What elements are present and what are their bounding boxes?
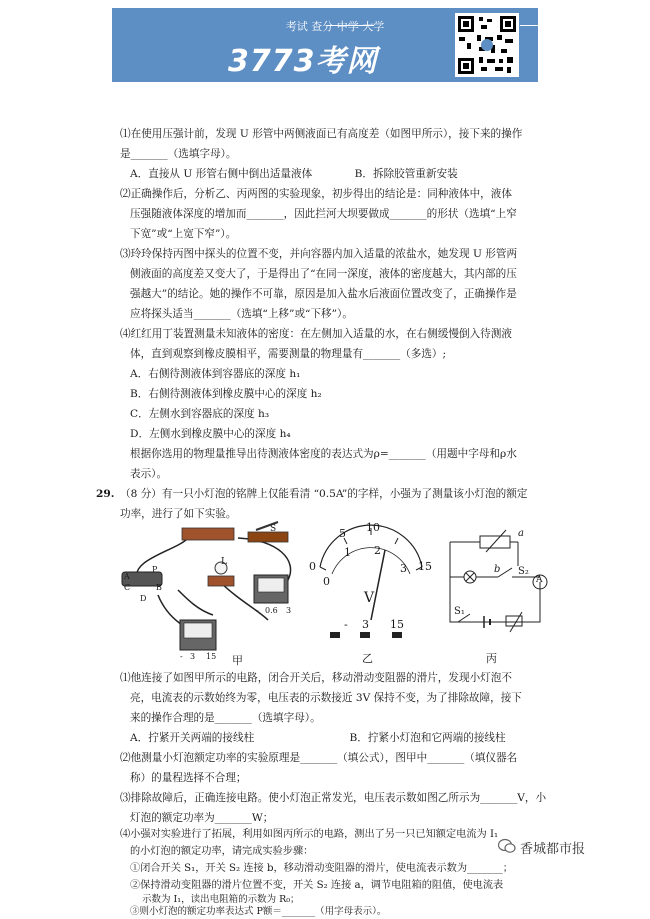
- q29-line: 来的操作合理的是_______（选填字母）。: [130, 712, 321, 724]
- q29-step-3: ③则小灯泡的额定功率表达式 P额＝_______（用字母表示）。: [130, 906, 387, 917]
- q29-line: ⑷小强对实验进行了拓展，利用如图丙所示的电路，测出了另一只已知额定电流为 I₁: [120, 829, 499, 840]
- meter-scale-label: 2: [374, 544, 381, 557]
- banner-slogan: 考试 查分 中学 大学: [285, 20, 385, 33]
- meter-scale-label: 5: [339, 527, 346, 540]
- q28-option-b: B．右侧待测液体到橡皮膜中心的深度 h₂: [130, 388, 322, 400]
- apparatus-label: L: [221, 557, 227, 567]
- voltmeter-terminal: -: [180, 652, 183, 661]
- meter-unit: V: [364, 590, 375, 606]
- q29-line: 亮，电流表的示数始终为零，电压表的示数接近 3V 保持不变，为了排除故障，接下: [130, 692, 522, 704]
- q28-line: ⑶玲玲保持丙图中探头的位置不变，并向容器内加入适量的浓盐水，她发现 U 形管两: [120, 248, 518, 260]
- figure-jia-apparatus: [118, 520, 308, 662]
- circuit-label: b: [494, 564, 501, 575]
- q28-line: ⑴在使用压强计前，发现 U 形管中两侧液面已有高度差（如图甲所示），接下来的操作: [120, 128, 523, 140]
- q28-line: ⑵正确操作后，分析乙、丙两图的实验现象，初步得出的结论是：同种液体中，液体: [120, 188, 512, 200]
- q29-step-1: ①闭合开关 S₁，开关 S₂ 连接 b，移动滑动变阻器的滑片，使电流表示数为_______；: [130, 863, 513, 874]
- voltmeter-terminal: 3: [362, 618, 369, 631]
- apparatus-label: P: [152, 565, 158, 574]
- q28-line: ⑷红红用丁装置测量未知液体的密度：在左侧加入适量的水，在右侧缓慢倒入待测液: [120, 328, 512, 340]
- banner-divider: [520, 25, 556, 26]
- q28-option-a: A．右侧待测液体到容器底的深度 h₁: [130, 368, 301, 380]
- q28-option-d: D．左侧水到橡皮膜中心的深度 h₄: [130, 428, 291, 440]
- banner-logo: 3773考网: [228, 44, 378, 79]
- q29-intro: （8 分）有一只小灯泡的铭牌上仅能看清 “0.5A”的字样，小强为了测量该小灯泡的额定: [120, 488, 528, 500]
- figure-caption-yi: 乙: [362, 652, 373, 665]
- qr-code-icon: [455, 13, 519, 77]
- q28-line: 侧液面的高度差又变大了，于是得出了“在同一深度，液体的密度越大，其内部的压: [130, 268, 517, 280]
- meter-scale-label: 10: [366, 521, 380, 534]
- q28-line: 强越大”的结论。她的操作不可靠，原因是加入盐水后液面位置改变了，正确操作是: [130, 288, 517, 300]
- q29-line: ⑶排除故障后，正确连接电路。使小灯泡正常发光，电压表示数如图乙所示为_______V，小: [120, 792, 547, 804]
- page-footer: [430, 868, 431, 869]
- q28-line: 根据你选用的物理量推导出待测液体密度的表达式为ρ=_______（用题中字母和ρ水: [130, 448, 517, 460]
- meter-scale-label: 3: [400, 562, 407, 575]
- q29-line: ⑴他连接了如图甲所示的电路，闭合开关后，移动滑动变阻器的滑片，发现小灯泡不: [120, 672, 512, 684]
- wechat-icon: [498, 838, 516, 854]
- q28-line: 压强随液体深度的增加而_______，因此拦河大坝要做成_______的形状（选填“上窄: [130, 208, 517, 220]
- q28-option-c: C．左侧水到容器底的深度 h₃: [130, 408, 270, 420]
- apparatus-label: S: [270, 524, 277, 534]
- q29-step-2: ②保持滑动变阻器的滑片位置不变，开关 S₂ 连接 a，调节电阻箱的阻值，使电流表: [130, 880, 504, 891]
- q29-intro: 功率，进行了如下实验。: [120, 508, 237, 520]
- q28-line: 下宽”或“上宽下窄”）。: [130, 228, 237, 240]
- ammeter-terminal: 3: [286, 606, 292, 615]
- figure-caption-jia: 甲: [232, 654, 243, 667]
- q29-line: ⑵他测量小灯泡额定功率的实验原理是_______（填公式），图甲中_______（填仪器名: [120, 752, 518, 764]
- q29-step-2-cont: 示数为 I₁，读出电阻箱的示数为 R₀；: [142, 894, 300, 905]
- voltmeter-terminal: 15: [206, 652, 217, 661]
- apparatus-label: C: [124, 583, 131, 592]
- meter-scale-label: 0: [309, 560, 316, 573]
- voltmeter-terminal: 15: [390, 618, 404, 631]
- circuit-label: S₂: [518, 566, 529, 577]
- q28-line: 体，直到观察到橡皮膜相平，需要测量的物理量有_______（多选）;: [130, 348, 447, 360]
- figure-yi-voltmeter: [300, 522, 440, 652]
- apparatus-label: B: [156, 583, 162, 592]
- voltmeter-terminal: 3: [190, 652, 196, 661]
- q28-line: 应将探头适当_______（选填“上移”或“下移”）。: [130, 308, 353, 320]
- apparatus-label: A: [124, 572, 130, 581]
- q29-option-line: A．拧紧开关两端的接线柱 B．拧紧小灯泡和它两端的接线柱: [130, 732, 506, 744]
- voltmeter-terminal: -: [344, 618, 348, 631]
- ammeter-terminal: 0.6: [265, 606, 278, 615]
- figure-caption-bing: 丙: [486, 652, 497, 665]
- ammeter-terminal: -: [256, 606, 259, 615]
- circuit-label: S₁: [454, 606, 465, 617]
- circuit-label: A: [536, 575, 543, 585]
- meter-scale-label: 15: [418, 560, 432, 573]
- meter-scale-label: 0: [323, 575, 330, 588]
- q29-line: 称）的量程选择不合理；: [130, 772, 247, 784]
- q28-line: 表示）。: [130, 468, 168, 480]
- q28-option-line: A．直接从 U 形管右侧中倒出适量液体 B．拆除胶管重新安装: [130, 168, 458, 180]
- q29-line: 灯泡的额定功率为_______W；: [130, 812, 274, 824]
- q28-line: 是_______（选填字母）。: [120, 148, 237, 160]
- header-banner: [112, 8, 538, 82]
- q29-line: 的小灯泡的额定功率，请完成实验步骤：: [130, 846, 314, 857]
- apparatus-label: D: [140, 594, 147, 603]
- watermark-text: 香城都市报: [520, 842, 586, 857]
- circuit-label: a: [518, 528, 524, 539]
- meter-scale-label: 1: [344, 546, 351, 559]
- q29-number: 29.: [96, 488, 115, 500]
